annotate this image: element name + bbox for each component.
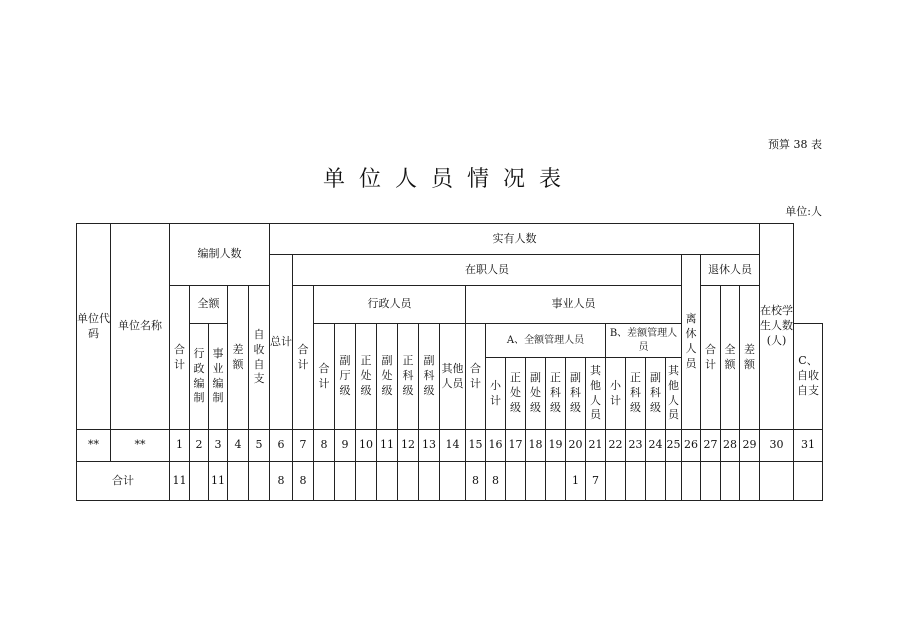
index-cell: 1 [170, 430, 190, 462]
total-cell: 8 [293, 462, 314, 501]
students-header: 在校学生人数(人) [760, 224, 794, 430]
index-cell: 5 [249, 430, 270, 462]
index-cell: 21 [586, 430, 606, 462]
index-cell: 8 [314, 430, 335, 462]
a-chief-section-header: 正处级 [506, 358, 526, 430]
col-code-header: 单位代码 [77, 224, 111, 430]
total-cell: 11 [170, 462, 190, 501]
index-cell: 17 [506, 430, 526, 462]
total-cell [666, 462, 682, 501]
total-cell [335, 462, 356, 501]
quota-header: 编制人数 [170, 224, 270, 286]
admin-quota-header: 行政编制 [190, 324, 209, 430]
total-cell [419, 462, 440, 501]
index-cell: 24 [646, 430, 666, 462]
index-cell: 12 [398, 430, 419, 462]
col-name-header: 单位名称 [111, 224, 170, 430]
index-cell: 6 [270, 430, 293, 462]
diff-header: 差额 [228, 286, 249, 430]
group-b-header: B、差额管理人员 [606, 324, 682, 358]
deputy-bureau-header: 副厅级 [335, 324, 356, 430]
table-row [77, 430, 823, 462]
group-c-header: C、自收自支 [794, 324, 823, 430]
index-cell: 19 [546, 430, 566, 462]
career-quota-header: 事业编制 [209, 324, 228, 430]
total-cell [249, 462, 270, 501]
index-cell: 28 [721, 430, 740, 462]
page-title: 单位人员情况表 [322, 167, 575, 192]
index-cell: 18 [526, 430, 546, 462]
deputy-section-header: 副处级 [377, 324, 398, 430]
deputy-office-header: 副科级 [419, 324, 440, 430]
a-chief-office-header: 正科级 [546, 358, 566, 430]
actual-header: 实有人数 [270, 224, 760, 255]
total-cell [682, 462, 701, 501]
total-cell [606, 462, 626, 501]
total-cell [760, 462, 794, 501]
total-cell: 8 [270, 462, 293, 501]
total-row-label: 合计 [77, 462, 170, 501]
b-deputy-office-header: 副科级 [646, 358, 666, 430]
table-row [77, 462, 823, 501]
on-job-total-header: 合计 [293, 286, 314, 430]
index-cell: 29 [740, 430, 760, 462]
total-cell [377, 462, 398, 501]
total-cell [526, 462, 546, 501]
a-deputy-office-header: 副科级 [566, 358, 586, 430]
total-cell: 7 [586, 462, 606, 501]
index-cell: 11 [377, 430, 398, 462]
b-chief-office-header: 正科级 [626, 358, 646, 430]
index-cell: 3 [209, 430, 228, 462]
retired-cadre-header: 离休人员 [682, 255, 701, 430]
index-cell: 23 [626, 430, 646, 462]
index-cell: 7 [293, 430, 314, 462]
index-cell: 27 [701, 430, 721, 462]
admin-total-header: 合计 [314, 324, 335, 430]
total-cell [740, 462, 760, 501]
total-cell [546, 462, 566, 501]
personnel-table [76, 223, 823, 501]
index-cell: 26 [682, 430, 701, 462]
total-cell: 8 [486, 462, 506, 501]
total-cell [626, 462, 646, 501]
index-cell: 31 [794, 430, 823, 462]
index-cell: 14 [440, 430, 466, 462]
index-cell: 16 [486, 430, 506, 462]
total-cell [356, 462, 377, 501]
total-cell [721, 462, 740, 501]
total-cell [314, 462, 335, 501]
total-cell [506, 462, 526, 501]
a-subtotal-header: 小计 [486, 358, 506, 430]
admin-staff-header: 行政人员 [314, 286, 466, 324]
index-code: ** [77, 430, 111, 462]
index-cell: 4 [228, 430, 249, 462]
index-cell: 22 [606, 430, 626, 462]
total-cell [398, 462, 419, 501]
total-cell: 8 [466, 462, 486, 501]
retired-header: 退休人员 [701, 255, 760, 286]
index-cell: 25 [666, 430, 682, 462]
group-a-header: A、全额管理人员 [486, 324, 606, 358]
retired-diff-header: 差额 [740, 286, 760, 430]
retired-total-header: 合计 [701, 286, 721, 430]
total-cell [228, 462, 249, 501]
index-cell: 9 [335, 430, 356, 462]
total-cell [646, 462, 666, 501]
quota-total-header: 合计 [170, 286, 190, 430]
total-cell [440, 462, 466, 501]
grand-total-header: 总计 [270, 255, 293, 430]
total-cell [794, 462, 823, 501]
index-cell: 2 [190, 430, 209, 462]
chief-office-header: 正科级 [398, 324, 419, 430]
retired-full-header: 全额 [721, 286, 740, 430]
index-cell: 30 [760, 430, 794, 462]
total-cell: 11 [209, 462, 228, 501]
other-staff-header: 其他人员 [440, 324, 466, 430]
index-name: ** [111, 430, 170, 462]
b-other-header: 其他人员 [666, 358, 682, 430]
total-cell [701, 462, 721, 501]
full-header: 全额 [190, 286, 228, 324]
index-cell: 10 [356, 430, 377, 462]
total-cell [190, 462, 209, 501]
b-subtotal-header: 小计 [606, 358, 626, 430]
a-other-header: 其他人员 [586, 358, 606, 430]
self-header: 自收自支 [249, 286, 270, 430]
index-cell: 15 [466, 430, 486, 462]
index-cell: 13 [419, 430, 440, 462]
form-number: 预算 38 表 [768, 138, 822, 151]
unit-label: 单位:人 [785, 205, 822, 218]
career-staff-header: 事业人员 [466, 286, 682, 324]
career-total-header: 合计 [466, 324, 486, 430]
a-deputy-section-header: 副处级 [526, 358, 546, 430]
on-job-header: 在职人员 [293, 255, 682, 286]
total-cell: 1 [566, 462, 586, 501]
chief-section-header: 正处级 [356, 324, 377, 430]
index-cell: 20 [566, 430, 586, 462]
